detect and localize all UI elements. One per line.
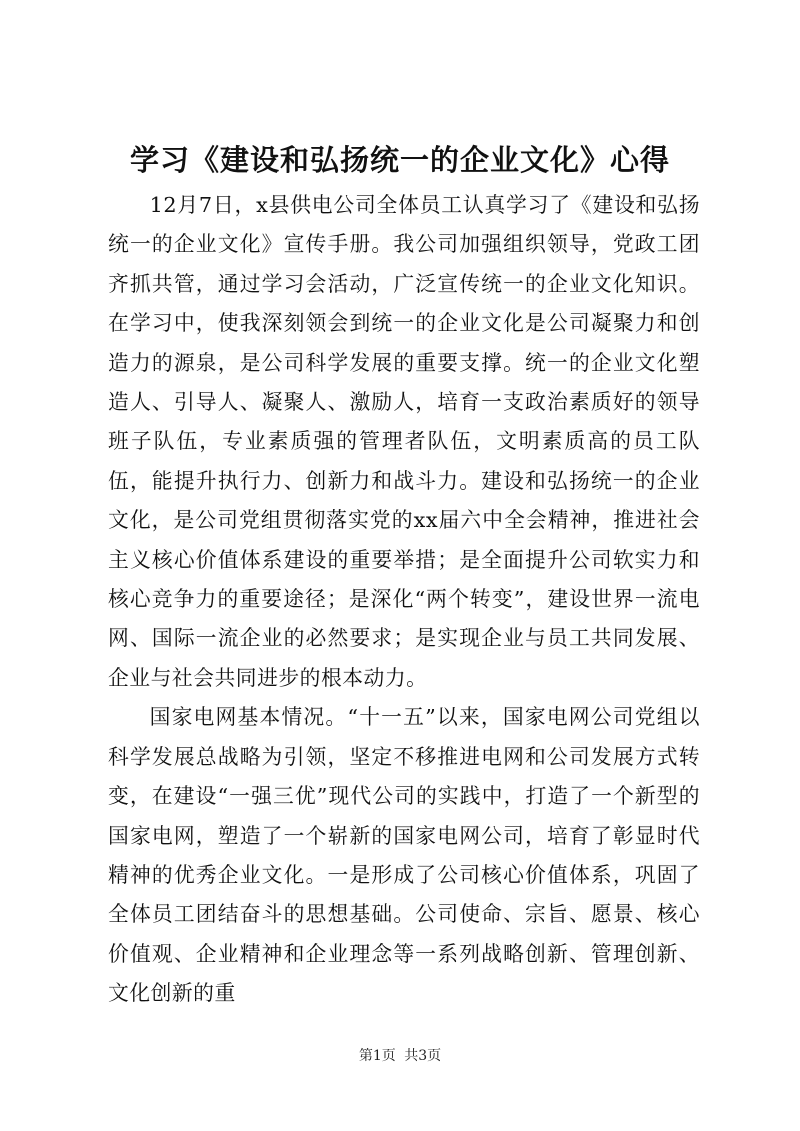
paragraph-2: 国家电网基本情况。“十一五”以来，国家电网公司党组以科学发展总战略为引领，坚定不移推进电网和公司发展方式转变，在建设“一强三优”现代公司的实践中，打造了一个新型的国家电网，塑造了一个崭新的国家电网公司，培育了彰显时代精神的优秀企业文化。一是形成了公司核心价值体系，巩固了全体员工团结奋斗的思想基础。公司使命、宗旨、愿景、核心价值观、企业精神和企业理念等一系列战略创新、管理创新、文化创新的重 bbox=[108, 705, 700, 1006]
page-number: 第1页 bbox=[358, 1048, 396, 1064]
paragraph-1: 12月7日，x县供电公司全体员工认真学习了《建设和弘扬统一的企业文化》宣传手册。我公司加强组织领导，党政工团齐抓共管，通过学习会活动，广泛宣传统一的企业文化知识。在学习中，使我深刻领会到统一的企业文化是公司凝聚力和创造力的源泉，是公司科学发展的重要支撑。统一的企业文化塑造人、引导人、凝聚人、激励人，培育一支政治素质好的领导班子队伍，专业素质强的管理者队伍，文明素质高的员工队伍，能提升执行力、创新力和战斗力。建设和弘扬统一的企业文化，是公司党组贯彻落实党的xx届六中全会精神，推进社会主义核心价值体系建设的重要举措；是全面提升公司软实力和核心竞争力的重要途径；是深化“两个转变”，建设世界一流电网、国际一流企业的必然要求；是实现企业与员工共同发展、企业与社会共同进步的根本动力。 bbox=[108, 193, 700, 690]
page-total: 共3页 bbox=[404, 1048, 442, 1064]
page-footer bbox=[0, 1046, 800, 1066]
page-title: 学习《建设和弘扬统一的企业文化》心得 bbox=[129, 143, 670, 177]
document-body bbox=[108, 186, 700, 1014]
